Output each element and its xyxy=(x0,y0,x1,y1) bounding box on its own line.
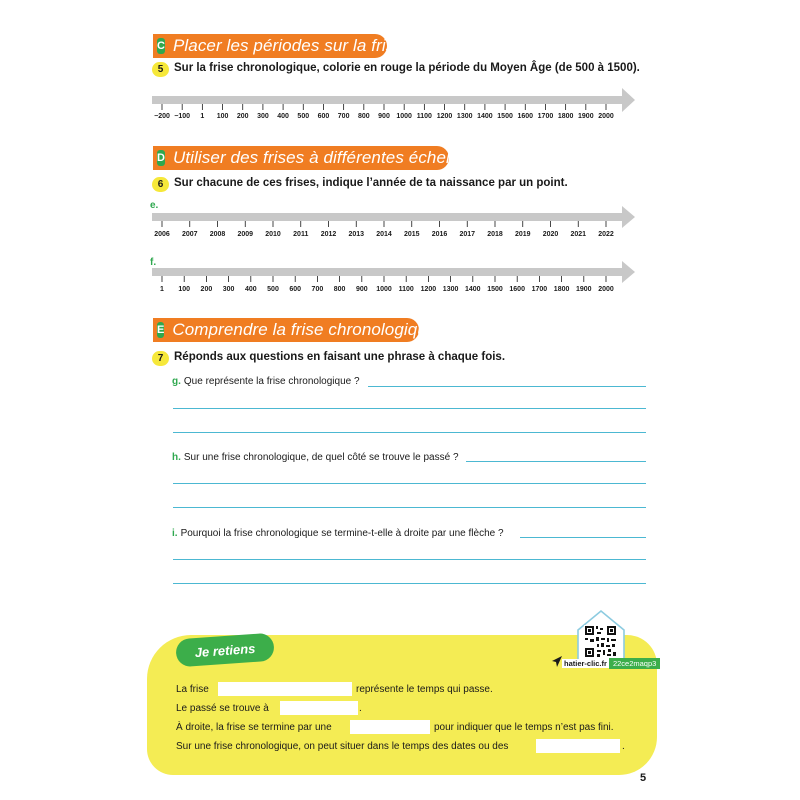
timeline1-tick-label: 1000 xyxy=(396,113,412,120)
blank-1[interactable] xyxy=(218,682,352,696)
timeline-f-arrow xyxy=(152,261,635,283)
answer-line-g-1[interactable] xyxy=(368,386,646,387)
timeline1-tick-label: 1400 xyxy=(477,113,493,120)
retiens-sentence-3a: À droite, la frise se termine par une xyxy=(176,722,332,733)
timeline1-tick-label: 1100 xyxy=(416,113,432,120)
timeline_f-tick-label: 300 xyxy=(222,286,235,293)
timeline_f-tick-label: 100 xyxy=(178,286,191,293)
question-h-letter: h. xyxy=(172,452,181,463)
timeline_e-tick-label: 2008 xyxy=(209,231,226,238)
answer-line-h-3[interactable] xyxy=(173,507,646,508)
question-i xyxy=(172,528,504,539)
timeline-f-label: f. xyxy=(150,257,157,268)
answer-line-h-2[interactable] xyxy=(173,483,646,484)
retiens-sentence-4b: . xyxy=(622,741,625,752)
timeline-e-label: e. xyxy=(150,200,159,211)
page-number: 5 xyxy=(640,772,647,784)
section-e-letter: E xyxy=(157,324,165,336)
timeline_f-tick-label: 700 xyxy=(311,286,324,293)
hatier-code[interactable]: 22ce2maqp3 xyxy=(609,658,660,669)
timeline_f-tick-label: 200 xyxy=(200,286,213,293)
timeline_f-tick-label: 1 xyxy=(160,286,164,293)
retiens-sentence-3b: pour indiquer que le temps n’est pas fini. xyxy=(434,722,614,733)
timeline_f-tick-label: 1500 xyxy=(487,286,503,293)
timeline_e-tick-label: 2017 xyxy=(459,231,476,238)
timeline1-tick-label: 1200 xyxy=(436,113,453,120)
timeline_e-tick-label: 2022 xyxy=(598,231,614,238)
section-c-banner xyxy=(153,34,404,58)
question-i-text: Pourquoi la frise chronologique se termine-t-elle à droite par une flèche ? xyxy=(180,528,504,539)
timeline-1-ticks xyxy=(162,104,606,110)
retiens-sentence-1a: La frise xyxy=(176,684,209,695)
timeline1-tick-label: 400 xyxy=(277,113,289,120)
timeline_f-tick-label: 500 xyxy=(267,286,279,293)
timeline_f-tick-label: 1200 xyxy=(420,286,437,293)
question-h-text: Sur une frise chronologique, de quel côté se trouve le passé ? xyxy=(183,452,459,463)
question-6-number: 6 xyxy=(152,177,169,192)
section-e-banner xyxy=(153,318,437,342)
timeline_f-tick-label: 1400 xyxy=(465,286,481,293)
timeline_e-tick-label: 2014 xyxy=(376,231,392,238)
question-7-number: 7 xyxy=(152,351,169,366)
answer-line-h-1[interactable] xyxy=(466,461,646,462)
section-e-title: Comprendre la frise chronologique xyxy=(172,320,437,339)
timeline_e-tick-label: 2019 xyxy=(514,231,531,238)
timeline_e-tick-label: 2011 xyxy=(293,231,309,238)
timeline_e-tick-label: 2018 xyxy=(487,231,503,238)
timeline_f-tick-label: 1800 xyxy=(553,286,570,293)
retiens-sentence-2b: . xyxy=(359,703,362,714)
section-c-title: Placer les périodes sur la frise xyxy=(172,36,404,55)
answer-line-i-1[interactable] xyxy=(520,537,646,538)
question-5-number: 5 xyxy=(152,62,169,77)
timeline1-tick-label: 700 xyxy=(337,113,350,120)
timeline-e-ticks xyxy=(162,221,606,227)
timeline1-tick-label: −200 xyxy=(154,113,170,120)
timeline_e-tick-label: 2007 xyxy=(181,231,198,238)
timeline_e-tick-label: 2013 xyxy=(348,231,365,238)
timeline1-tick-label: 600 xyxy=(317,113,330,120)
timeline1-tick-label: 2000 xyxy=(598,113,614,120)
timeline1-tick-label: 100 xyxy=(216,113,229,120)
timeline_f-tick-label: 1900 xyxy=(576,286,592,293)
timeline_f-tick-label: 600 xyxy=(289,286,302,293)
timeline_e-tick-label: 2010 xyxy=(265,231,281,238)
section-c-letter: C xyxy=(157,40,165,52)
retiens-sentence-1b: représente le temps qui passe. xyxy=(356,684,493,695)
timeline1-tick-label: 300 xyxy=(257,113,269,120)
question-7-text: Réponds aux questions en faisant une phrase à chaque fois. xyxy=(174,351,506,363)
timeline1-tick-label: −100 xyxy=(174,113,191,120)
timeline_e-tick-label: 2009 xyxy=(237,231,254,238)
timeline-e-arrow xyxy=(152,206,635,228)
question-6-text: Sur chacune de ces frises, indique l’année de ta naissance par un point. xyxy=(174,177,568,189)
question-g-text: Que représente la frise chronologique ? xyxy=(183,376,360,387)
timeline1-tick-label: 1900 xyxy=(578,113,594,120)
timeline1-tick-label: 1800 xyxy=(557,113,574,120)
retiens-sentence-4a: Sur une frise chronologique, on peut situer dans le temps des dates ou des xyxy=(176,741,509,752)
section-d-letter: D xyxy=(157,152,165,164)
question-5-text: Sur la frise chronologique, colorie en rouge la période du Moyen Âge (de 500 à 1500). xyxy=(174,62,640,74)
timeline_f-tick-label: 1600 xyxy=(509,286,525,293)
timeline_f-tick-label: 2000 xyxy=(598,286,614,293)
timeline_e-tick-label: 2016 xyxy=(431,231,448,238)
section-d-banner xyxy=(153,146,472,170)
question-i-letter: i. xyxy=(172,528,178,539)
timeline-f-ticks xyxy=(162,276,606,282)
timeline_e-tick-label: 2021 xyxy=(570,231,587,238)
blank-2[interactable] xyxy=(280,701,358,715)
timeline1-tick-label: 1600 xyxy=(517,113,534,120)
answer-line-g-2[interactable] xyxy=(173,408,646,409)
retiens-sentence-2a: Le passé se trouve à xyxy=(176,703,269,714)
question-g xyxy=(172,376,360,387)
hatier-site[interactable]: hatier-clic.fr xyxy=(564,658,607,668)
timeline_e-tick-label: 2015 xyxy=(403,231,420,238)
question-h xyxy=(172,452,459,463)
retiens-title: Je retiens xyxy=(175,633,275,668)
timeline1-tick-label: 1700 xyxy=(537,113,554,120)
timeline1-tick-label: 500 xyxy=(297,113,310,120)
timeline_e-tick-label: 2006 xyxy=(154,231,170,238)
timeline_f-tick-label: 1700 xyxy=(531,286,548,293)
timeline_e-tick-label: 2020 xyxy=(542,231,559,238)
hatier-link[interactable] xyxy=(562,657,660,669)
timeline_f-tick-label: 400 xyxy=(244,286,257,293)
timeline_f-tick-label: 900 xyxy=(355,286,368,293)
answer-line-i-2[interactable] xyxy=(173,559,646,560)
timeline1-tick-label: 200 xyxy=(236,113,249,120)
blank-3[interactable] xyxy=(350,720,430,734)
timeline-1 xyxy=(150,86,640,126)
timeline_e-tick-label: 2012 xyxy=(320,231,337,238)
answer-line-i-3[interactable] xyxy=(173,583,646,584)
timeline1-tick-label: 1500 xyxy=(497,113,513,120)
timeline_f-tick-label: 1000 xyxy=(376,286,392,293)
timeline1-tick-label: 800 xyxy=(357,113,370,120)
blank-4[interactable] xyxy=(536,739,620,753)
timeline_f-tick-label: 1300 xyxy=(442,286,459,293)
timeline1-tick-label: 1 xyxy=(200,113,205,120)
timeline_f-tick-label: 800 xyxy=(333,286,346,293)
answer-line-g-3[interactable] xyxy=(173,432,646,433)
question-g-letter: g. xyxy=(172,376,181,387)
timeline-1-arrow xyxy=(152,88,635,112)
timeline_f-tick-label: 1100 xyxy=(398,286,414,293)
section-d-title: Utiliser des frises à différentes échelles xyxy=(172,148,472,167)
timeline1-tick-label: 900 xyxy=(378,113,390,120)
timeline1-tick-label: 1300 xyxy=(456,113,473,120)
